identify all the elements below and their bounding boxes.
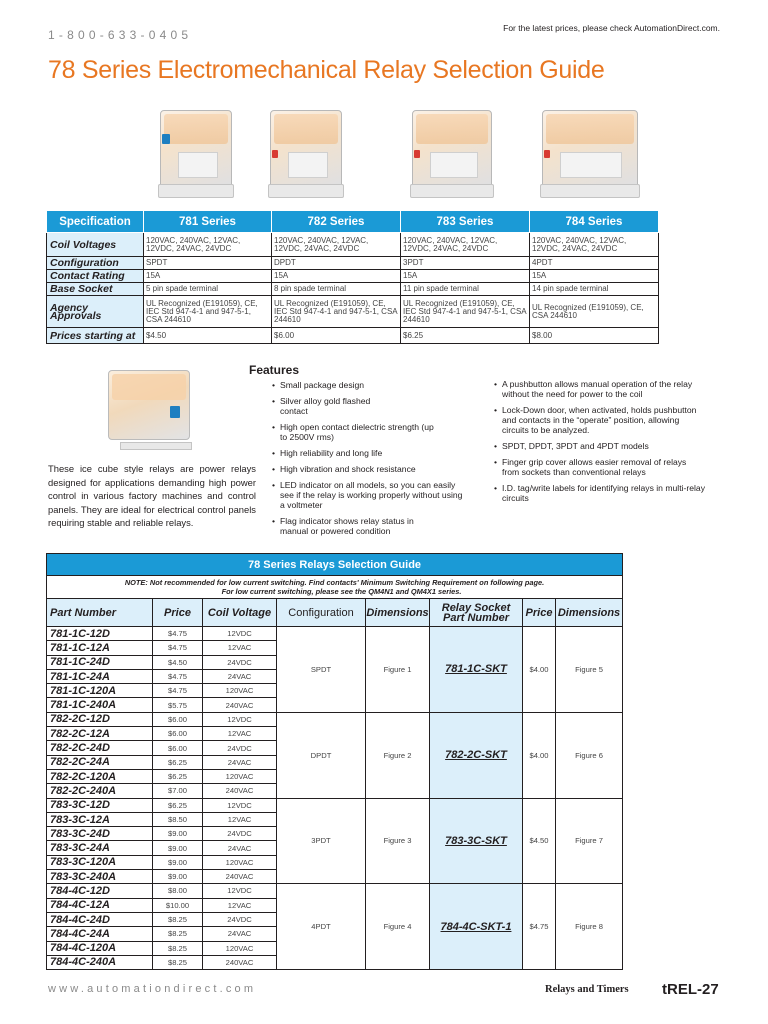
price: $4.75 xyxy=(153,627,203,641)
spec-cell: 15A xyxy=(401,270,530,283)
socket-part-number: 783-3C-SKT xyxy=(430,798,523,884)
spec-cell: 120VAC, 240VAC, 12VAC, 12VDC, 24VAC, 24VDC xyxy=(272,233,401,257)
feature-item: • Lock-Down door, when activated, holds pushbutton and contacts in the “operate” position, allowing circuits to be analyzed. xyxy=(490,405,705,435)
part-number: 782-2C-24D xyxy=(47,741,153,755)
table-row xyxy=(47,712,623,726)
spec-cell: 11 pin spade terminal xyxy=(401,283,530,296)
feature-item: • LED indicator on all models, so you can easily see if the relay is working properly without using a voltmeter xyxy=(268,480,468,510)
guide-note-line1: NOTE: Not recommended for low current switching. Find contacts' Minimum Switching Requirement on following page. xyxy=(124,578,545,587)
guide-note-line2: For low current switching, please see the QM4N1 and QM4X1 series. xyxy=(221,587,462,596)
socket-part-number: 784-4C-SKT-1 xyxy=(430,884,523,970)
spec-cell: $4.50 xyxy=(144,328,272,344)
socket-dimensions: Figure 6 xyxy=(556,712,623,798)
price: $10.00 xyxy=(153,898,203,912)
price: $8.25 xyxy=(153,955,203,969)
dimensions-cell: Figure 1 xyxy=(366,627,430,713)
guide-note xyxy=(47,576,623,599)
part-number: 784-4C-240A xyxy=(47,955,153,969)
feature-item: • High vibration and shock resistance xyxy=(268,464,468,474)
price: $9.00 xyxy=(153,841,203,855)
spec-cell: UL Recognized (E191059), CE, CSA 244610 xyxy=(530,296,659,328)
table-row xyxy=(47,798,623,812)
spec-row-label: Configuration xyxy=(47,257,144,270)
part-number: 784-4C-12A xyxy=(47,898,153,912)
spec-header: 782 Series xyxy=(272,211,401,233)
part-number: 784-4C-120A xyxy=(47,941,153,955)
specification-table xyxy=(46,210,659,344)
footer-url: www.automationdirect.com xyxy=(48,983,257,995)
price: $4.50 xyxy=(153,655,203,669)
part-number: 781-1C-240A xyxy=(47,698,153,712)
spec-row-label: Prices starting at xyxy=(47,328,144,344)
coil-voltage: 12VDC xyxy=(203,884,277,898)
coil-voltage: 120VAC xyxy=(203,769,277,783)
part-number: 782-2C-24A xyxy=(47,755,153,769)
part-number: 782-2C-240A xyxy=(47,784,153,798)
guide-title: 78 Series Relays Selection Guide xyxy=(47,554,623,576)
spec-cell: 15A xyxy=(144,270,272,283)
configuration-cell: 3PDT xyxy=(277,798,366,884)
socket-part-number: 781-1C-SKT xyxy=(430,627,523,713)
guide-header: Relay Socket Part Number xyxy=(430,599,523,627)
price: $8.25 xyxy=(153,941,203,955)
spec-header: 783 Series xyxy=(401,211,530,233)
coil-voltage: 24VDC xyxy=(203,827,277,841)
price: $9.00 xyxy=(153,827,203,841)
price: $8.25 xyxy=(153,912,203,926)
price: $4.75 xyxy=(153,641,203,655)
guide-header: Configuration xyxy=(277,599,366,627)
table-row xyxy=(47,884,623,898)
relay-781-photo xyxy=(152,104,240,200)
spec-header: 781 Series xyxy=(144,211,272,233)
part-number: 784-4C-24D xyxy=(47,912,153,926)
coil-voltage: 120VAC xyxy=(203,684,277,698)
spec-cell: $8.00 xyxy=(530,328,659,344)
part-number: 781-1C-120A xyxy=(47,684,153,698)
spec-cell: DPDT xyxy=(272,257,401,270)
feature-item: • High reliability and long life xyxy=(268,448,468,458)
part-number: 782-2C-12A xyxy=(47,727,153,741)
price: $5.75 xyxy=(153,698,203,712)
phone-number: 1-800-633-0405 xyxy=(48,28,193,42)
features-list-right xyxy=(490,379,705,509)
coil-voltage: 240VAC xyxy=(203,784,277,798)
spec-row-label: Base Socket xyxy=(47,283,144,296)
page-title: 78 Series Electromechanical Relay Selection Guide xyxy=(48,56,605,84)
guide-header: Dimensions xyxy=(556,599,623,627)
coil-voltage: 240VAC xyxy=(203,955,277,969)
coil-voltage: 12VAC xyxy=(203,812,277,826)
price: $9.00 xyxy=(153,855,203,869)
socket-dimensions: Figure 8 xyxy=(556,884,623,970)
latest-prices-note: For the latest prices, please check AutomationDirect.com. xyxy=(503,23,720,33)
part-number: 781-1C-12D xyxy=(47,627,153,641)
configuration-cell: 4PDT xyxy=(277,884,366,970)
coil-voltage: 24VDC xyxy=(203,655,277,669)
price: $9.00 xyxy=(153,870,203,884)
part-number: 783-3C-240A xyxy=(47,870,153,884)
coil-voltage: 24VDC xyxy=(203,741,277,755)
spec-cell: 14 pin spade terminal xyxy=(530,283,659,296)
spec-cell: 3PDT xyxy=(401,257,530,270)
spec-row-label: Coil Voltages xyxy=(47,233,144,257)
coil-voltage: 12VAC xyxy=(203,898,277,912)
relay-side-photo xyxy=(100,364,196,452)
spec-cell: 5 pin spade terminal xyxy=(144,283,272,296)
coil-voltage: 24VAC xyxy=(203,927,277,941)
socket-dimensions: Figure 5 xyxy=(556,627,623,713)
spec-cell: $6.25 xyxy=(401,328,530,344)
socket-price: $4.75 xyxy=(523,884,556,970)
spec-cell: 120VAC, 240VAC, 12VAC, 12VDC, 24VAC, 24VDC xyxy=(530,233,659,257)
dimensions-cell: Figure 4 xyxy=(366,884,430,970)
spec-cell: 15A xyxy=(530,270,659,283)
price: $6.25 xyxy=(153,769,203,783)
spec-row-label: Agency Approvals xyxy=(47,296,144,328)
spec-cell: 4PDT xyxy=(530,257,659,270)
price: $6.00 xyxy=(153,712,203,726)
spec-cell: 120VAC, 240VAC, 12VAC, 12VDC, 24VAC, 24VDC xyxy=(144,233,272,257)
price: $4.75 xyxy=(153,669,203,683)
footer-section: Relays and Timers xyxy=(545,984,629,995)
feature-item: • I.D. tag/write labels for identifying relays in multi-relay circuits xyxy=(490,483,705,503)
price: $6.25 xyxy=(153,755,203,769)
coil-voltage: 120VAC xyxy=(203,941,277,955)
guide-header: Price xyxy=(153,599,203,627)
socket-part-number: 782-2C-SKT xyxy=(430,712,523,798)
spec-cell: 8 pin spade terminal xyxy=(272,283,401,296)
socket-price: $4.00 xyxy=(523,627,556,713)
features-heading: Features xyxy=(249,363,300,377)
part-number: 784-4C-12D xyxy=(47,884,153,898)
part-number: 783-3C-120A xyxy=(47,855,153,869)
price: $6.00 xyxy=(153,741,203,755)
coil-voltage: 24VAC xyxy=(203,841,277,855)
part-number: 783-3C-12A xyxy=(47,812,153,826)
configuration-cell: SPDT xyxy=(277,627,366,713)
feature-item: • High open contact dielectric strength (up to 2500V rms) xyxy=(268,422,468,442)
table-row xyxy=(47,627,623,641)
relay-784-photo xyxy=(534,104,646,200)
coil-voltage: 12VDC xyxy=(203,798,277,812)
feature-item: • A pushbutton allows manual operation of the relay without the need for power to the coil xyxy=(490,379,705,399)
price: $6.00 xyxy=(153,727,203,741)
socket-dimensions: Figure 7 xyxy=(556,798,623,884)
price: $8.00 xyxy=(153,884,203,898)
feature-item: • Silver alloy gold flashed contact xyxy=(268,396,468,416)
configuration-cell: DPDT xyxy=(277,712,366,798)
spec-cell: UL Recognized (E191059), CE, IEC Std 947-4-1 and 947-5-1, CSA 244610 xyxy=(144,296,272,328)
coil-voltage: 240VAC xyxy=(203,870,277,884)
relay-782-photo xyxy=(262,104,350,200)
coil-voltage: 12VDC xyxy=(203,627,277,641)
spec-header: 784 Series xyxy=(530,211,659,233)
coil-voltage: 24VAC xyxy=(203,669,277,683)
coil-voltage: 12VAC xyxy=(203,727,277,741)
price: $6.25 xyxy=(153,798,203,812)
part-number: 783-3C-12D xyxy=(47,798,153,812)
guide-header: Price xyxy=(523,599,556,627)
page-number: tREL-27 xyxy=(662,981,719,998)
spec-cell: 120VAC, 240VAC, 12VAC, 12VDC, 24VAC, 24VDC xyxy=(401,233,530,257)
guide-header: Dimensions xyxy=(366,599,430,627)
price: $7.00 xyxy=(153,784,203,798)
feature-item: • Flag indicator shows relay status in manual or powered condition xyxy=(268,516,468,536)
features-list-left xyxy=(268,380,468,542)
spec-row-label: Contact Rating xyxy=(47,270,144,283)
part-number: 783-3C-24D xyxy=(47,827,153,841)
part-number: 781-1C-24D xyxy=(47,655,153,669)
guide-header: Part Number xyxy=(47,599,153,627)
product-description: These ice cube style relays are power relays designed for applications demanding high power control in various factory machines and control panels. They are ideal for electrical control panels requiring stable and reliable relays. xyxy=(48,463,256,529)
spec-cell: $6.00 xyxy=(272,328,401,344)
spec-cell: SPDT xyxy=(144,257,272,270)
feature-item: • Finger grip cover allows easier removal of relays from sockets than conventional relays xyxy=(490,457,705,477)
dimensions-cell: Figure 2 xyxy=(366,712,430,798)
part-number: 781-1C-24A xyxy=(47,669,153,683)
spec-cell: UL Recognized (E191059), CE, IEC Std 947-4-1 and 947-5-1, CSA 244610 xyxy=(272,296,401,328)
socket-price: $4.00 xyxy=(523,712,556,798)
part-number: 781-1C-12A xyxy=(47,641,153,655)
price: $4.75 xyxy=(153,684,203,698)
price: $8.25 xyxy=(153,927,203,941)
coil-voltage: 12VDC xyxy=(203,712,277,726)
feature-item: • Small package design xyxy=(268,380,468,390)
coil-voltage: 240VAC xyxy=(203,698,277,712)
socket-price: $4.50 xyxy=(523,798,556,884)
coil-voltage: 24VDC xyxy=(203,912,277,926)
coil-voltage: 24VAC xyxy=(203,755,277,769)
guide-header: Coil Voltage xyxy=(203,599,277,627)
part-number: 782-2C-12D xyxy=(47,712,153,726)
relay-783-photo xyxy=(404,104,500,200)
selection-guide-table xyxy=(46,553,623,970)
coil-voltage: 12VAC xyxy=(203,641,277,655)
spec-header: Specification xyxy=(47,211,144,233)
part-number: 782-2C-120A xyxy=(47,769,153,783)
spec-cell: UL Recognized (E191059), CE, IEC Std 947-4-1 and 947-5-1, CSA 244610 xyxy=(401,296,530,328)
spec-cell: 15A xyxy=(272,270,401,283)
part-number: 784-4C-24A xyxy=(47,927,153,941)
price: $8.50 xyxy=(153,812,203,826)
part-number: 783-3C-24A xyxy=(47,841,153,855)
dimensions-cell: Figure 3 xyxy=(366,798,430,884)
coil-voltage: 120VAC xyxy=(203,855,277,869)
feature-item: • SPDT, DPDT, 3PDT and 4PDT models xyxy=(490,441,705,451)
